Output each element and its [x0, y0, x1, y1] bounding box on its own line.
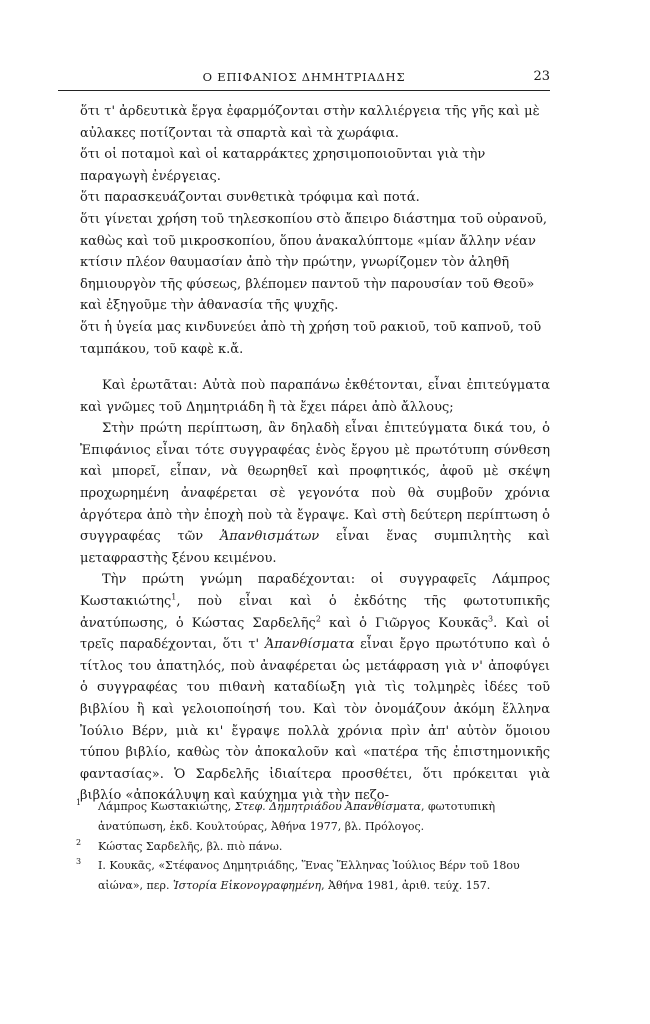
main-text	[80, 375, 550, 807]
footnote-number: 1	[76, 798, 82, 807]
footnote-ref: 1	[171, 592, 177, 602]
paragraph	[80, 375, 550, 418]
footnote-text: Κώστας Σαρδελῆς, βλ. πιὸ πάνω.	[98, 839, 283, 853]
footnote-text: , φωτοτυπικὴ ἀνατύπωση, ἐκδ. Κουλτούρας, Ἀθήνα 1977, βλ. Πρόλογος.	[98, 800, 496, 833]
list-item: ὅτι τ' ἀρδευτικὰ ἔργα ἐφαρμόζονται στὴν καλλιέργεια τῆς γῆς καὶ μὲ αὐλακες ποτίζονται τὰ σπαρτὰ καὶ τὰ χωράφια.	[80, 104, 540, 141]
paragraph-text: εἶναι ἔργο πρωτότυπο καὶ ὁ τίτλος του ἀπατηλός, ποὺ ἀναφέρεται ὡς μετάφραση γιὰ ν' ἀποφύγει ὁ συγγραφέας του πιθανὴ καταδίωξη γιὰ τὶς τολμηρὲς ἰδέες τοῦ βιβλίου ἢ καὶ γελοιοποίησή του. Καὶ τὸν ὀνομάζουν ἀκόμη ἕλληνα Ἰούλιο Βέρν, μιὰ κι' ἔγραψε πολλὰ χρόνια πρὶν ἀπ' αὐτὸν ὅμοιου τύπου βιβλίο, καθὼς τὸν ἀποκαλοῦν καὶ «πατέρα τῆς ἐπιστημονικῆς φαντασίας». Ὁ Σαρδελῆς ἰδιαίτερα προσθέτει, ὅτι πρόκειται γιὰ βιβλίο «ἀποκάλυψη καὶ καύχημα γιὰ τὴν πεζο-	[80, 637, 550, 804]
statement-list	[80, 101, 550, 360]
footnote-ref: 3	[488, 614, 494, 624]
paragraph-text: Στὴν πρώτη περίπτωση, ἂν δηλαδὴ εἶναι ἐπιτεύγματα δικά του, ὁ Ἐπιφάνιος εἶναι τότε συγγραφέας ἑνὸς ἔργου μὲ πρωτότυπη σύνθεση καὶ μπορεῖ, εἶπαν, νὰ θεωρηθεῖ καὶ προφητικός, ἀφοῦ μὲ σκέψη προχωρημένη ἀναφέρεται σὲ γεγονότα ποὺ θὰ συμβοῦν χρόνια ἀργότερα ἀπὸ τὴν ἐποχὴ ποὺ τὰ ἔγραψε. Καὶ στὴ δεύτερη περίπτωση ὁ συγγραφέας τῶν	[80, 421, 550, 545]
footnote-number: 3	[76, 857, 82, 867]
page-number: 23	[533, 69, 550, 84]
page-header	[58, 68, 550, 90]
list-item: ὅτι παρασκευάζονται συνθετικὰ τρόφιμα καὶ ποτά.	[80, 190, 420, 206]
book-title: Ἀπανθισμάτων	[219, 529, 320, 545]
footnote-text: Ι. Κουκᾶς, «Στέφανος Δημητριάδης, Ἕνας Ἕλληνας Ἰούλιος Βέρν τοῦ 18ου αἰώνα», περ.	[98, 859, 520, 893]
list-item: ὅτι γίνεται χρήση τοῦ τηλεσκοπίου στὸ ἄπειρο διάστημα τοῦ οὐρανοῦ, καθὼς καὶ τοῦ μικροσκοπίου, ὅπου ἀνακαλύπτομε «μίαν ἄλλην νέαν κτίσιν πλέον θαυμασίαν ἀπὸ τὴν πρώτην, γνωρίζομεν τὸν ἀληθῆ δημιουργὸν τῆς φύσεως, βλέπομεν παντοῦ τὴν παρουσίαν τοῦ Θεοῦ» καὶ ἐξηγοῦμε τὴν ἀθανασία τῆς ψυχῆς.	[80, 211, 548, 314]
footnote-text: Λάμπρος Κωστακιώτης,	[98, 800, 235, 813]
paragraph-text: καὶ ὁ Γιῶργος Κουκᾶς	[320, 615, 489, 631]
footnote-text: , Ἀθήνα 1981, ἀριθ. τεύχ. 157.	[321, 879, 491, 893]
footnote-title: Στεφ. Δημητριάδου Ἀπανθίσματα	[234, 800, 421, 813]
paragraph-text: Τὴν πρώτη γνώμη παραδέχονται: οἱ συγγραφεῖς Λάμπρος Κωστακιώτης	[80, 572, 550, 609]
paragraph	[80, 569, 550, 807]
footnote-title: Ἱστορία Εἰκονογραφημένη	[172, 879, 322, 893]
paragraph-text: , ποὺ εἶναι καὶ ὁ ἐκδότης τῆς φωτοτυπικῆς ἀνατύπωσης, ὁ Κώστας Σαρδελῆς	[80, 593, 550, 631]
footnote-number: 2	[76, 837, 82, 847]
footnote-ref: 2	[315, 614, 321, 624]
paragraph-text: . Καὶ οἱ τρεῖς παραδέχονται, ὅτι τ'	[80, 615, 550, 653]
header-rule	[58, 90, 550, 91]
running-title: Ο ΕΠΙΦΑΝΙΟΣ ΔΗΜΗΤΡΙΑΔΗΣ	[202, 70, 406, 84]
list-item: ὅτι ἡ ὑγεία μας κινδυνεύει ἀπὸ τὴ χρήση τοῦ ρακιοῦ, τοῦ καπνοῦ, τοῦ ταμπάκου, τοῦ καφὲ κ.ἄ.	[80, 319, 542, 357]
footnote	[76, 837, 550, 857]
footnote	[76, 856, 550, 896]
list-item: ὅτι οἱ ποταμοὶ καὶ οἱ καταρράκτες χρησιμοποιοῦνται γιὰ τὴν παραγωγὴ ἐνέργειας.	[80, 147, 486, 184]
footnote	[76, 797, 550, 837]
footnotes	[76, 797, 550, 896]
book-title: Ἀπανθίσματα	[264, 637, 355, 653]
paragraph-text: Καὶ ἐρωτᾶται: Αὐτὰ ποὺ παραπάνω ἐκθέτονται, εἶναι ἐπιτεύγματα καὶ γνῶμες τοῦ Δημητριάδη ἢ τὰ ἔχει πάρει ἀπὸ ἄλλους;	[80, 378, 550, 415]
paragraph-text: εἶναι ἕνας συμπιλητὴς καὶ μεταφραστὴς ξένου κειμένου.	[80, 529, 550, 566]
paragraph	[80, 418, 550, 569]
